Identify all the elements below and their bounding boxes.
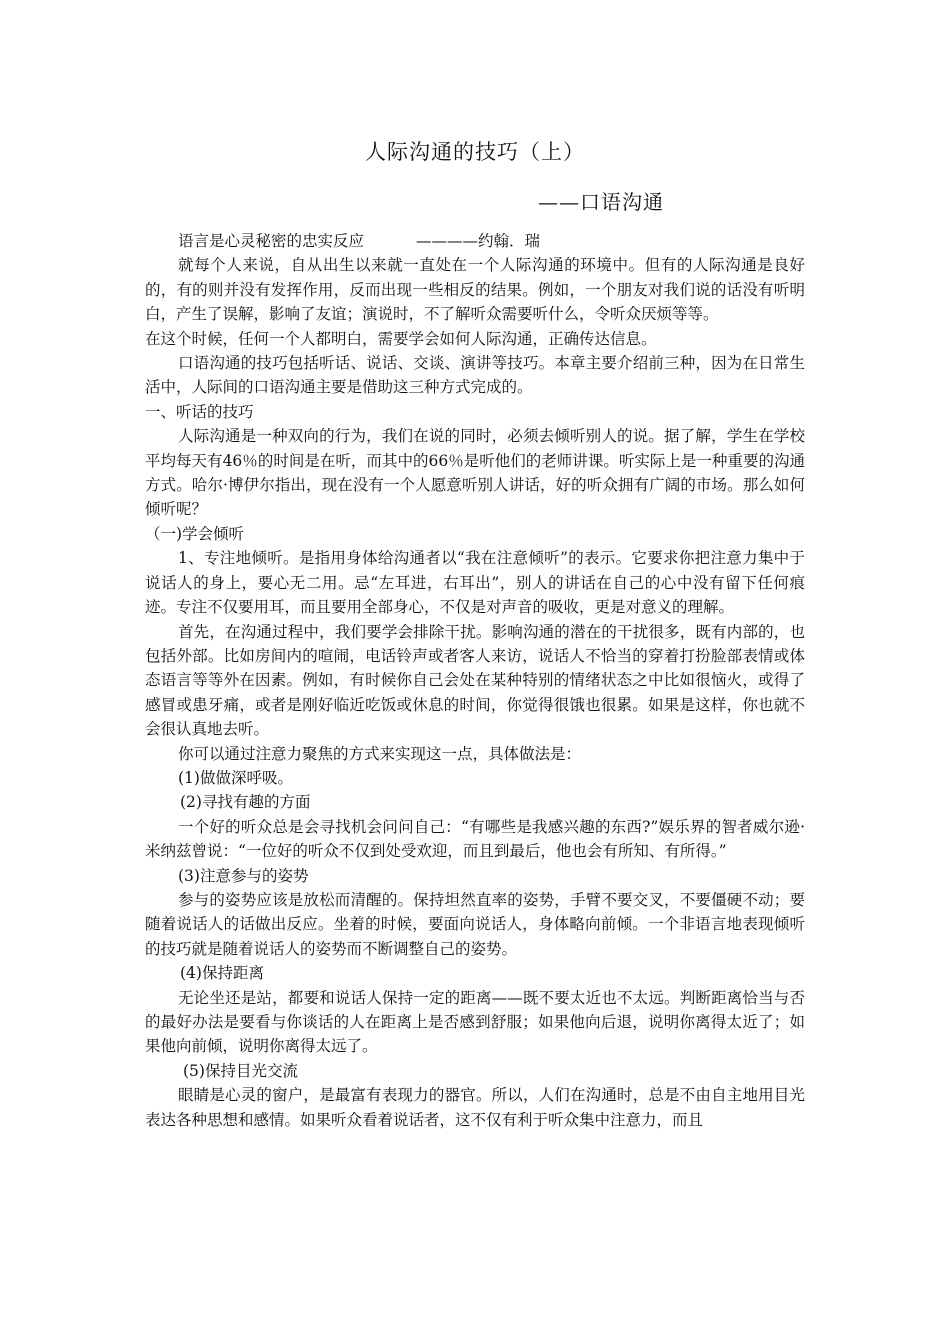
paragraph: 无论坐还是站，都要和说话人保持一定的距离——既不要太近也不太远。判断距离恰当与否的最好办法是要看与你谈话的人在距离上是否感到舒服；如果他向后退，说明你离得太近了；如果他向前倾，说明你离得太远了。 bbox=[145, 988, 805, 1056]
list-item-heading: (3)注意参与的姿势 bbox=[178, 866, 309, 885]
paragraph: 参与的姿势应该是放松而清醒的。保持坦然直率的姿势，手臂不要交叉，不要僵硬不动；要随着说话人的话做出反应。坐着的时候，要面向说话人，身体略向前倾。一个非语言地表现倾听的技巧就是随着说话人的姿势而不断调整自己的姿势。 bbox=[145, 890, 805, 958]
document-subtitle: ——口语沟通 bbox=[538, 190, 664, 214]
motto-line bbox=[145, 229, 805, 253]
paragraph: 人际沟通是一种双向的行为，我们在说的同时，必须去倾听别人的说。据了解，学生在学校平均每天有46％的时间是在听，而其中的66％是听他们的老师讲课。听实际上是一种重要的沟通方式。哈尔·博伊尔指出，现在没有一个人愿意听别人讲话，好的听众拥有广阔的市场。那么如何倾听呢？ bbox=[145, 427, 805, 519]
list-item-heading: (2)寻找有趣的方面 bbox=[180, 793, 311, 812]
motto-quote: 语言是心灵秘密的忠实反应 bbox=[178, 232, 365, 250]
paragraph: 在这个时候，任何一个人都明白，需要学会如何人际沟通，正确传达信息。 bbox=[145, 329, 657, 348]
list-item-heading: (4)保持距离 bbox=[180, 964, 264, 983]
paragraph: 口语沟通的技巧包括听话、说话、交谈、演讲等技巧。本章主要介绍前三种，因为在日常生活中，人际间的口语沟通主要是借助这三种方式完成的。 bbox=[145, 354, 805, 397]
paragraph: 一个好的听众总是会寻找机会问问自己：“有哪些是我感兴趣的东西?”娱乐界的智者威尔逊·米纳兹曾说：“一位好的听众不仅到处受欢迎，而且到最后，他也会有所知、有所得。” bbox=[145, 817, 805, 861]
paragraph: 就每个人来说，自从出生以来就一直处在一个人际沟通的环境中。但有的人际沟通是良好的，有的则并没有发挥作用，反而出现一些相反的结果。例如，一个朋友对我们说的话没有听明白，产生了误解，影响了友谊；演说时，不了解听众需要听什么，令听众厌烦等等。 bbox=[145, 256, 805, 324]
list-item-heading: (1)做做深呼吸。 bbox=[178, 768, 293, 787]
document-title: 人际沟通的技巧（上） bbox=[365, 140, 585, 164]
paragraph: 首先，在沟通过程中，我们要学会排除干扰。影响沟通的潜在的干扰很多，既有内部的，也包括外部。比如房间内的喧闹，电话铃声或者客人来访，说话人不恰当的穿着打扮脸部表情或体态语言等等外在因素。例如，有时候你自己会处在某种特别的情绪状态之中比如很恼火，或得了感冒或患牙痛，或者是刚好临近吃饭或休息的时间，你觉得很饿也很累。如果是这样，你也就不会很认真地去听。 bbox=[145, 622, 805, 739]
paragraph: 眼睛是心灵的窗户，是最富有表现力的器官。所以，人们在沟通时，总是不由自主地用目光表达各种思想和感情。如果听众看着说话者，这不仅有利于听众集中注意力，而且 bbox=[145, 1086, 805, 1129]
list-item-heading: (5)保持目光交流 bbox=[183, 1061, 298, 1080]
paragraph: 你可以通过注意力聚焦的方式来实现这一点，具体做法是： bbox=[178, 744, 582, 763]
document-body bbox=[145, 229, 805, 1132]
paragraph: 1、专注地倾听。是指用身体给沟通者以“我在注意倾听”的表示。它要求你把注意力集中于说话人的身上，要心无二用。忌“左耳进，右耳出”，别人的讲话在自己的心中没有留下任何痕迹。专注不仅要用耳，而且要用全部身心，不仅是对声音的吸收，更是对意义的理解。 bbox=[145, 549, 805, 617]
motto-author: ————约翰．瑞 bbox=[416, 232, 541, 250]
subsection-heading: （一)学会倾听 bbox=[145, 524, 245, 543]
section-heading: 一、听话的技巧 bbox=[145, 402, 254, 421]
